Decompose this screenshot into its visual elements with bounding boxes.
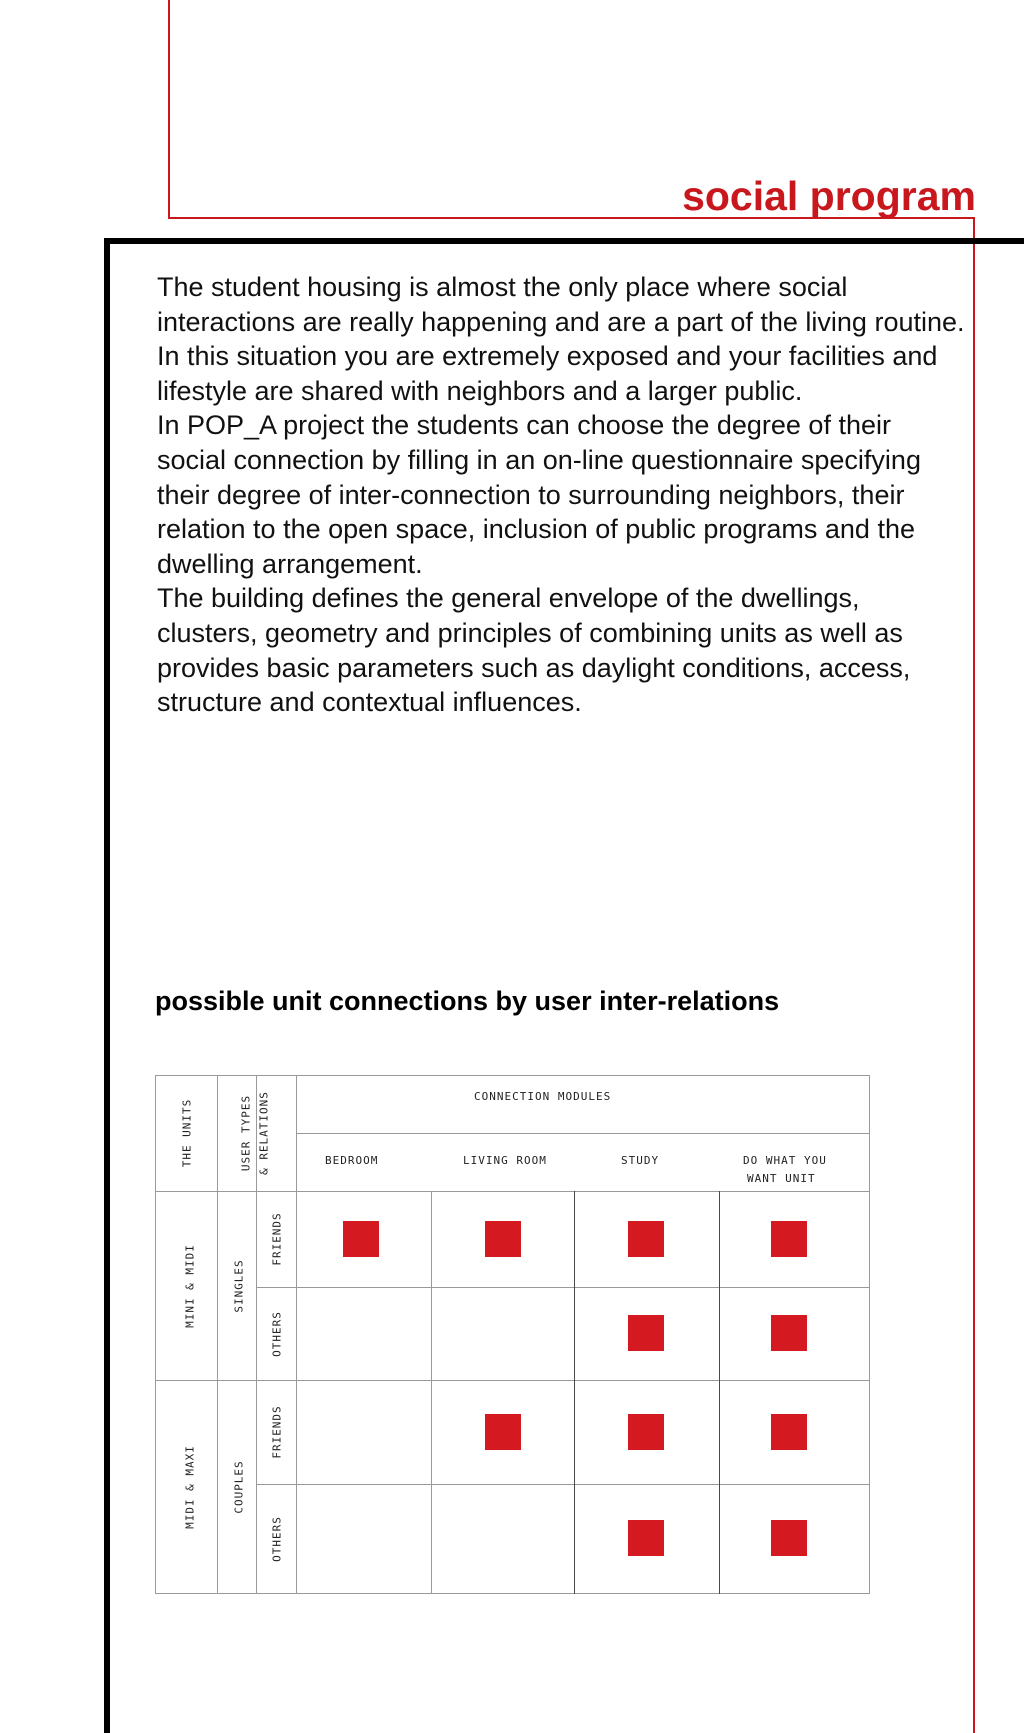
column-want-unit: WANT UNIT: [747, 1172, 816, 1185]
column-do-what-you: DO WHAT YOU: [743, 1154, 827, 1167]
group-user-singles: SINGLES: [232, 1259, 246, 1313]
column-bedroom: BEDROOM: [325, 1154, 379, 1167]
red-frame-left: [168, 0, 170, 218]
relation-singles-others: OTHERS: [270, 1311, 284, 1357]
connection-mark: [771, 1414, 807, 1450]
matrix-subtitle: possible unit connections by user inter-relations: [155, 986, 780, 1016]
group-units-mini-midi: MINI & MIDI: [183, 1244, 197, 1328]
black-frame-left: [104, 238, 110, 1733]
connection-mark: [485, 1221, 521, 1257]
paragraph-questionnaire: In POP_A project the students can choose the degree of their social connection by filling in an on-line questionnaire specifying their degree of inter-connection to surrounding neighbors, their relation to the open space, inclusion of public programs and the dwelling arrangement.: [157, 410, 921, 579]
connection-mark: [628, 1315, 664, 1351]
connection-mark: [771, 1520, 807, 1556]
group-units-midi-maxi: MIDI & MAXI: [183, 1445, 197, 1529]
connection-mark: [771, 1221, 807, 1257]
connection-mark: [485, 1414, 521, 1450]
black-frame-top: [104, 238, 1024, 244]
connection-mark: [628, 1221, 664, 1257]
header-user-types: USER TYPES: [239, 1094, 253, 1172]
header-connection-modules: CONNECTION MODULES: [474, 1090, 612, 1103]
connection-mark: [771, 1315, 807, 1351]
page-title: social program: [682, 173, 976, 219]
red-frame-right: [973, 217, 975, 1733]
column-study: STUDY: [621, 1154, 660, 1167]
body-text: [157, 270, 967, 720]
connection-matrix: [155, 1075, 870, 1594]
paragraph-intro: The student housing is almost the only place where social interactions are really happening and are a part of the living routine. In this situation you are extremely exposed and your facilities and lifestyle are shared with neighbors and a larger public.: [157, 272, 965, 406]
header-units: THE UNITS: [180, 1098, 194, 1168]
connection-mark: [628, 1414, 664, 1450]
connection-mark: [343, 1221, 379, 1257]
header-relations: & RELATIONS: [257, 1091, 271, 1175]
relation-couples-friends: FRIENDS: [270, 1405, 284, 1459]
column-living-room: LIVING ROOM: [463, 1154, 547, 1167]
group-user-couples: COUPLES: [232, 1460, 246, 1514]
connection-mark: [628, 1520, 664, 1556]
relation-singles-friends: FRIENDS: [270, 1212, 284, 1266]
relation-couples-others: OTHERS: [270, 1516, 284, 1562]
paragraph-building: The building defines the general envelope of the dwellings, clusters, geometry and principles of combining units as well as provides basic parameters such as daylight conditions, access, structure and contextual influences.: [157, 583, 911, 718]
